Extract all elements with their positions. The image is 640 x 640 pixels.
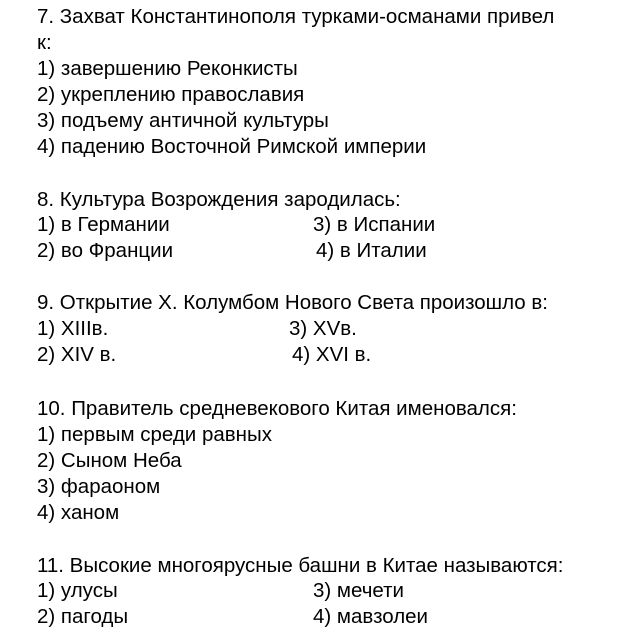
question-9-row-1 [37, 316, 357, 342]
question-10-stem: 10. Правитель средневекового Китая именовался: [37, 397, 517, 420]
question-9-option-1: 1) XIIIв. [37, 317, 109, 340]
question-11-option-4: 4) мавзолеи [313, 605, 429, 628]
question-7-stem-continuation: к: [37, 31, 52, 54]
question-9-option-2: 2) XIV в. [37, 343, 117, 366]
question-8-option-2: 2) во Франции [37, 239, 174, 262]
question-9-row-2 [37, 342, 372, 368]
question-10-option-4: 4) ханом [37, 501, 120, 524]
question-8-row-2 [37, 238, 427, 264]
question-8-option-3: 3) в Испании [313, 213, 436, 236]
question-9-stem: 9. Открытие Х. Колумбом Нового Света произошло в: [37, 291, 548, 314]
question-8-option-4: 4) в Италии [316, 239, 427, 262]
question-10-option-2: 2) Сыном Неба [37, 449, 182, 472]
question-11-option-3: 3) мечети [313, 579, 404, 602]
question-9-option-3: 3) XVв. [289, 317, 357, 340]
question-10-option-3: 3) фараоном [37, 475, 161, 498]
question-9-option-4: 4) XVI в. [292, 343, 372, 366]
question-7-option-3: 3) подъему античной культуры [37, 109, 329, 132]
question-11-stem: 11. Высокие многоярусные башни в Китае называются: [37, 554, 564, 577]
question-11-row-2 [37, 604, 429, 630]
question-8-row-1 [37, 212, 436, 238]
question-7-option-1: 1) завершению Реконкисты [37, 57, 298, 80]
question-11-option-2: 2) пагоды [37, 605, 129, 628]
question-8-option-1: 1) в Германии [37, 213, 170, 236]
question-11-option-1: 1) улусы [37, 579, 118, 602]
question-11-row-1 [37, 578, 404, 604]
question-7-option-2: 2) укреплению православия [37, 83, 305, 106]
question-8-stem: 8. Культура Возрождения зародилась: [37, 188, 401, 211]
question-7-option-4: 4) падению Восточной Римской империи [37, 135, 427, 158]
question-10-option-1: 1) первым среди равных [37, 423, 272, 446]
question-7-stem: 7. Захват Константинополя турками-османами привел [37, 5, 555, 28]
